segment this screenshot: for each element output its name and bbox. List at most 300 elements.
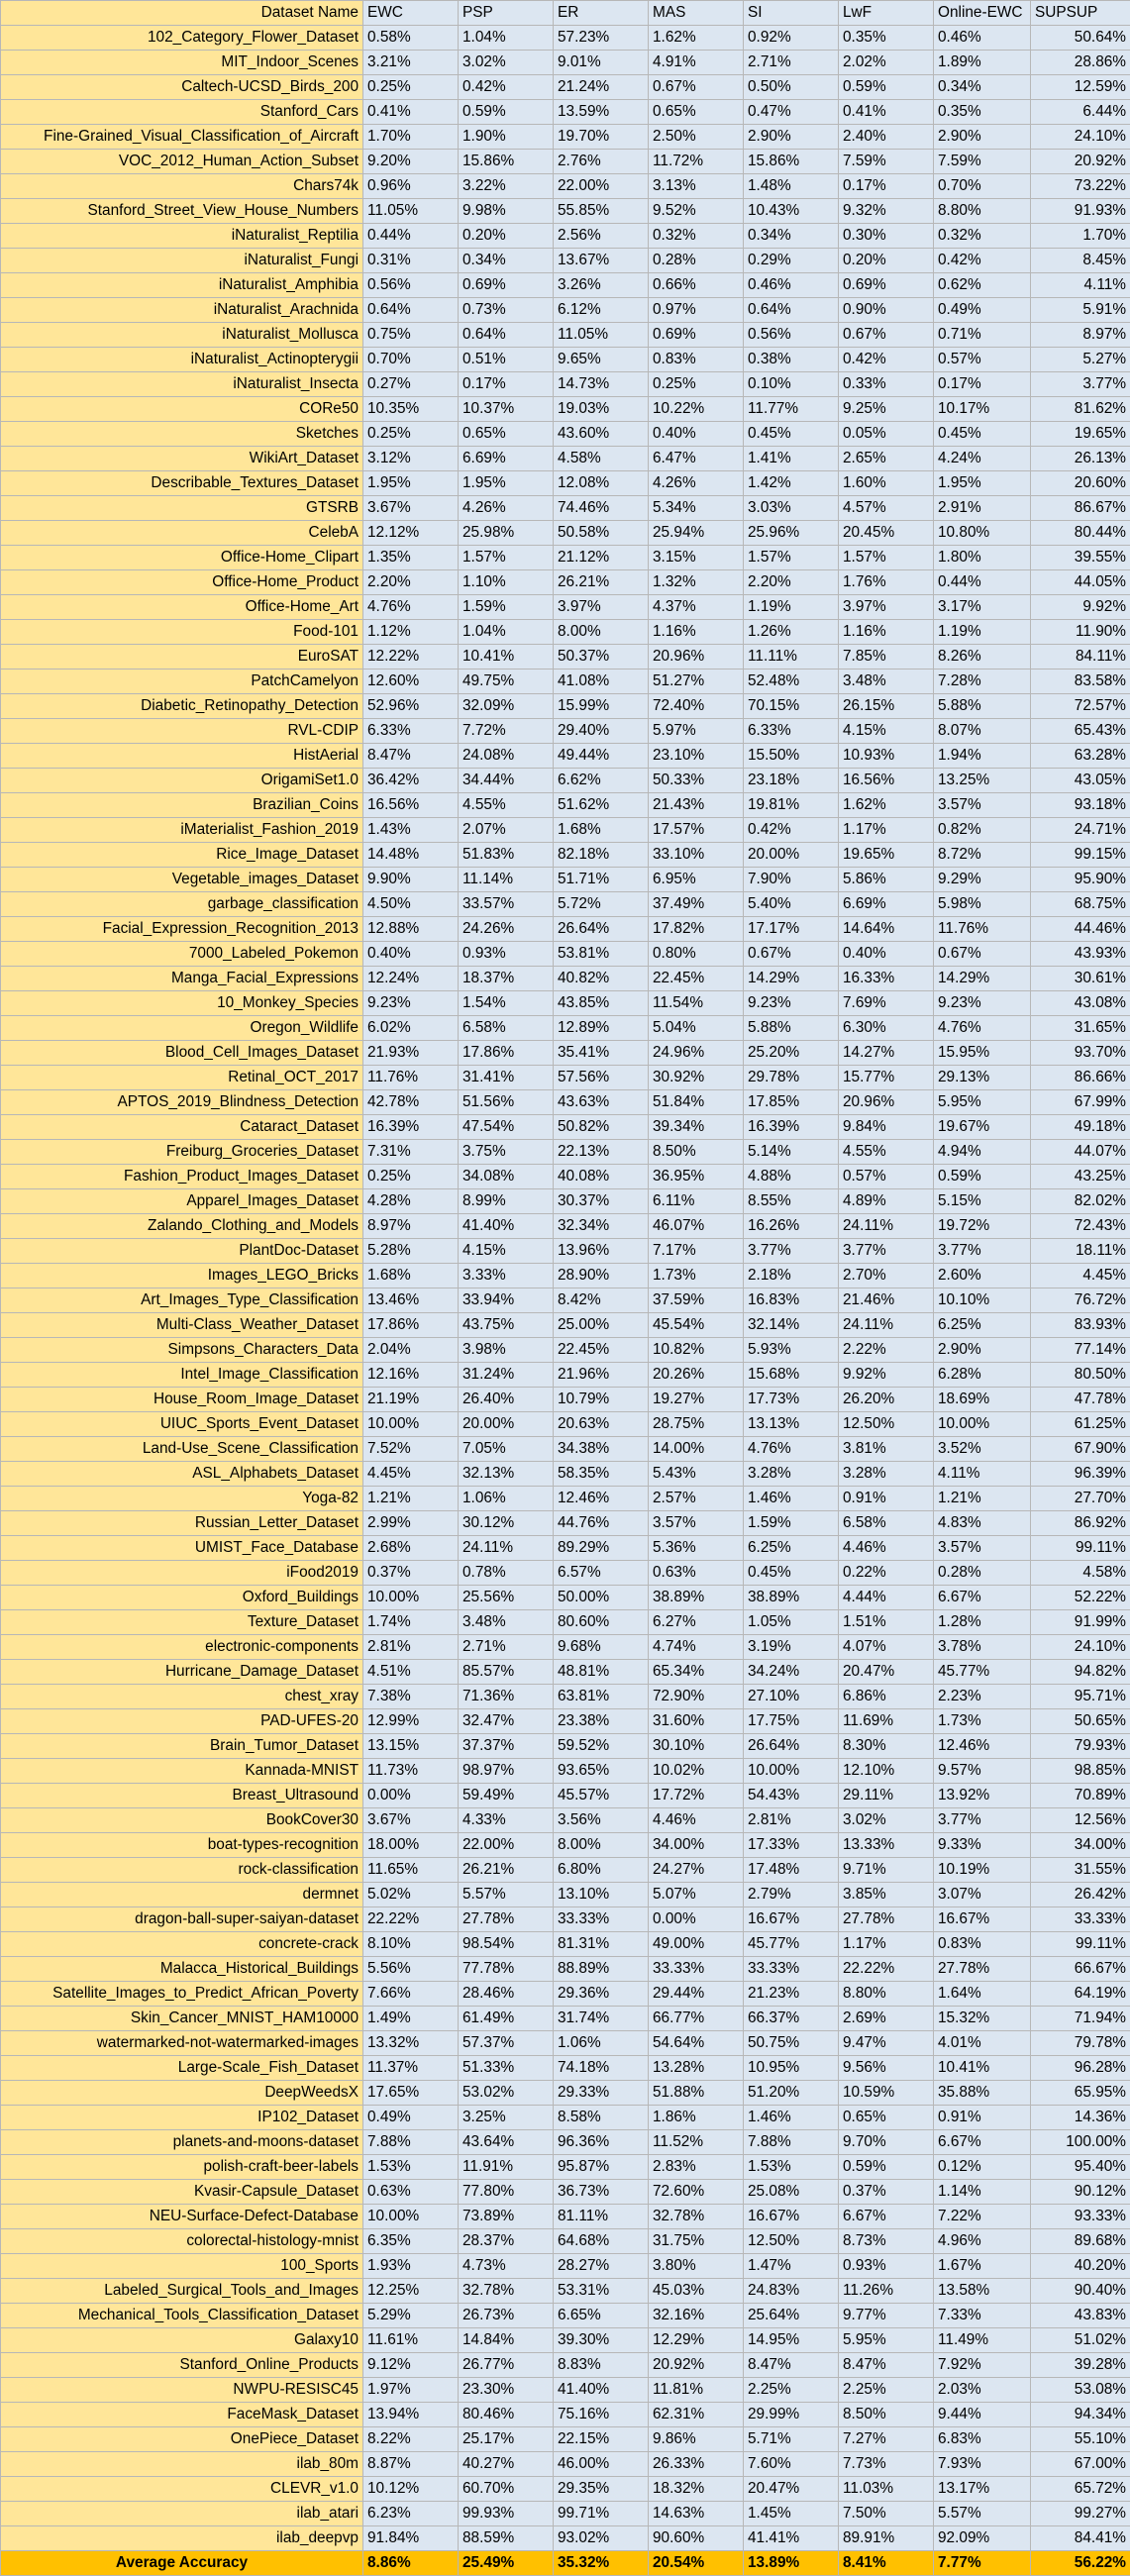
- cell-supsup: 26.13%: [1031, 447, 1130, 471]
- cell-online-ewc: 0.28%: [934, 1561, 1031, 1586]
- cell-er: 3.97%: [554, 595, 649, 620]
- table-row: [1, 298, 1130, 323]
- table-row: [1, 521, 1130, 546]
- cell-lwf: 24.11%: [839, 1214, 934, 1239]
- cell-er: 13.96%: [554, 1239, 649, 1264]
- cell-lwf: 2.22%: [839, 1338, 934, 1363]
- cell-mas: 20.26%: [649, 1363, 744, 1388]
- average-label: Average Accuracy: [1, 2551, 363, 2576]
- cell-psp: 41.40%: [459, 1214, 554, 1239]
- cell-mas: 32.16%: [649, 2304, 744, 2328]
- cell-dataset-name: PlantDoc-Dataset: [1, 1239, 363, 1264]
- cell-lwf: 9.56%: [839, 2056, 934, 2081]
- cell-supsup: 1.70%: [1031, 224, 1130, 249]
- table-row: [1, 75, 1130, 100]
- cell-online-ewc: 0.71%: [934, 323, 1031, 348]
- cell-psp: 3.02%: [459, 51, 554, 75]
- cell-ewc: 2.81%: [363, 1635, 459, 1660]
- cell-supsup: 96.39%: [1031, 1462, 1130, 1487]
- table-row: [1, 1363, 1130, 1388]
- cell-dataset-name: UIUC_Sports_Event_Dataset: [1, 1412, 363, 1437]
- average-psp: 25.49%: [459, 2551, 554, 2576]
- cell-lwf: 7.59%: [839, 150, 934, 174]
- cell-dataset-name: Intel_Image_Classification: [1, 1363, 363, 1388]
- table-row: [1, 1784, 1130, 1808]
- table-row: [1, 2106, 1130, 2130]
- cell-psp: 4.73%: [459, 2254, 554, 2279]
- cell-er: 12.89%: [554, 1016, 649, 1041]
- cell-si: 12.50%: [744, 2229, 839, 2254]
- cell-dataset-name: Oxford_Buildings: [1, 1586, 363, 1610]
- cell-online-ewc: 2.90%: [934, 125, 1031, 150]
- cell-online-ewc: 4.76%: [934, 1016, 1031, 1041]
- cell-si: 2.79%: [744, 1883, 839, 1907]
- cell-online-ewc: 2.91%: [934, 496, 1031, 521]
- cell-mas: 9.52%: [649, 199, 744, 224]
- cell-lwf: 24.11%: [839, 1313, 934, 1338]
- table-row: [1, 2279, 1130, 2304]
- table-row: [1, 1412, 1130, 1437]
- cell-psp: 0.17%: [459, 372, 554, 397]
- cell-supsup: 65.95%: [1031, 2081, 1130, 2106]
- cell-er: 43.63%: [554, 1090, 649, 1115]
- cell-mas: 90.60%: [649, 2526, 744, 2551]
- cell-supsup: 86.92%: [1031, 1511, 1130, 1536]
- cell-mas: 11.72%: [649, 150, 744, 174]
- cell-psp: 0.78%: [459, 1561, 554, 1586]
- cell-psp: 53.02%: [459, 2081, 554, 2106]
- cell-ewc: 12.16%: [363, 1363, 459, 1388]
- cell-dataset-name: Food-101: [1, 620, 363, 645]
- cell-dataset-name: NEU-Surface-Defect-Database: [1, 2205, 363, 2229]
- table-row: [1, 1734, 1130, 1759]
- cell-psp: 1.90%: [459, 125, 554, 150]
- cell-si: 7.90%: [744, 868, 839, 892]
- cell-er: 50.82%: [554, 1115, 649, 1140]
- cell-si: 0.64%: [744, 298, 839, 323]
- cell-online-ewc: 9.44%: [934, 2403, 1031, 2427]
- cell-supsup: 24.10%: [1031, 125, 1130, 150]
- table-row: [1, 422, 1130, 447]
- cell-si: 16.67%: [744, 2205, 839, 2229]
- cell-si: 14.95%: [744, 2328, 839, 2353]
- cell-psp: 3.22%: [459, 174, 554, 199]
- cell-dataset-name: iNaturalist_Actinopterygii: [1, 348, 363, 372]
- cell-mas: 2.57%: [649, 1487, 744, 1511]
- cell-psp: 0.65%: [459, 422, 554, 447]
- cell-supsup: 96.28%: [1031, 2056, 1130, 2081]
- cell-ewc: 10.00%: [363, 1412, 459, 1437]
- cell-mas: 1.86%: [649, 2106, 744, 2130]
- cell-si: 15.86%: [744, 150, 839, 174]
- cell-lwf: 11.03%: [839, 2477, 934, 2502]
- cell-online-ewc: 0.70%: [934, 174, 1031, 199]
- table-row: [1, 1660, 1130, 1685]
- cell-psp: 1.10%: [459, 570, 554, 595]
- cell-psp: 24.08%: [459, 744, 554, 769]
- cell-dataset-name: Chars74k: [1, 174, 363, 199]
- cell-ewc: 6.33%: [363, 719, 459, 744]
- cell-lwf: 11.26%: [839, 2279, 934, 2304]
- cell-lwf: 6.58%: [839, 1511, 934, 1536]
- cell-lwf: 0.69%: [839, 273, 934, 298]
- cell-mas: 31.60%: [649, 1709, 744, 1734]
- cell-online-ewc: 15.32%: [934, 2007, 1031, 2031]
- cell-lwf: 8.50%: [839, 2403, 934, 2427]
- cell-supsup: 50.64%: [1031, 26, 1130, 51]
- cell-ewc: 11.76%: [363, 1066, 459, 1090]
- cell-si: 1.45%: [744, 2502, 839, 2526]
- table-row: [1, 1536, 1130, 1561]
- cell-lwf: 13.33%: [839, 1833, 934, 1858]
- cell-supsup: 47.78%: [1031, 1388, 1130, 1412]
- cell-si: 3.77%: [744, 1239, 839, 1264]
- cell-er: 29.40%: [554, 719, 649, 744]
- table-row: [1, 868, 1130, 892]
- cell-si: 34.24%: [744, 1660, 839, 1685]
- cell-mas: 2.83%: [649, 2155, 744, 2180]
- cell-er: 8.42%: [554, 1288, 649, 1313]
- cell-lwf: 0.59%: [839, 2155, 934, 2180]
- cell-si: 23.18%: [744, 769, 839, 793]
- cell-mas: 2.50%: [649, 125, 744, 150]
- cell-dataset-name: 100_Sports: [1, 2254, 363, 2279]
- cell-ewc: 1.43%: [363, 818, 459, 843]
- cell-er: 9.01%: [554, 51, 649, 75]
- cell-si: 0.29%: [744, 249, 839, 273]
- cell-mas: 5.07%: [649, 1883, 744, 1907]
- cell-er: 80.60%: [554, 1610, 649, 1635]
- table-row: [1, 620, 1130, 645]
- cell-lwf: 2.25%: [839, 2378, 934, 2403]
- cell-ewc: 0.40%: [363, 942, 459, 967]
- cell-ewc: 6.23%: [363, 2502, 459, 2526]
- cell-lwf: 2.02%: [839, 51, 934, 75]
- cell-online-ewc: 3.78%: [934, 1635, 1031, 1660]
- cell-supsup: 44.46%: [1031, 917, 1130, 942]
- cell-psp: 24.26%: [459, 917, 554, 942]
- cell-online-ewc: 6.28%: [934, 1363, 1031, 1388]
- cell-dataset-name: iFood2019: [1, 1561, 363, 1586]
- cell-mas: 10.22%: [649, 397, 744, 422]
- cell-psp: 4.15%: [459, 1239, 554, 1264]
- table-row: [1, 595, 1130, 620]
- cell-lwf: 0.65%: [839, 2106, 934, 2130]
- cell-er: 44.76%: [554, 1511, 649, 1536]
- cell-lwf: 0.91%: [839, 1487, 934, 1511]
- cell-ewc: 1.93%: [363, 2254, 459, 2279]
- cell-mas: 1.73%: [649, 1264, 744, 1288]
- cell-online-ewc: 4.83%: [934, 1511, 1031, 1536]
- cell-supsup: 95.40%: [1031, 2155, 1130, 2180]
- cell-supsup: 70.89%: [1031, 1784, 1130, 1808]
- cell-ewc: 10.12%: [363, 2477, 459, 2502]
- cell-ewc: 1.70%: [363, 125, 459, 150]
- cell-si: 2.20%: [744, 570, 839, 595]
- cell-dataset-name: iNaturalist_Insecta: [1, 372, 363, 397]
- cell-ewc: 0.44%: [363, 224, 459, 249]
- table-row: [1, 2526, 1130, 2551]
- cell-si: 10.00%: [744, 1759, 839, 1784]
- table-row: [1, 249, 1130, 273]
- cell-psp: 60.70%: [459, 2477, 554, 2502]
- cell-lwf: 11.69%: [839, 1709, 934, 1734]
- cell-supsup: 100.00%: [1031, 2130, 1130, 2155]
- cell-dataset-name: Land-Use_Scene_Classification: [1, 1437, 363, 1462]
- cell-online-ewc: 13.92%: [934, 1784, 1031, 1808]
- table-row: [1, 2328, 1130, 2353]
- cell-online-ewc: 0.59%: [934, 1165, 1031, 1189]
- cell-lwf: 8.47%: [839, 2353, 934, 2378]
- cell-ewc: 8.10%: [363, 1932, 459, 1957]
- cell-online-ewc: 0.49%: [934, 298, 1031, 323]
- cell-supsup: 43.05%: [1031, 769, 1130, 793]
- cell-mas: 6.95%: [649, 868, 744, 892]
- cell-psp: 6.58%: [459, 1016, 554, 1041]
- cell-supsup: 24.10%: [1031, 1635, 1130, 1660]
- cell-psp: 49.75%: [459, 670, 554, 694]
- cell-dataset-name: EuroSAT: [1, 645, 363, 670]
- cell-mas: 38.89%: [649, 1586, 744, 1610]
- cell-dataset-name: Blood_Cell_Images_Dataset: [1, 1041, 363, 1066]
- cell-psp: 98.97%: [459, 1759, 554, 1784]
- cell-dataset-name: Images_LEGO_Bricks: [1, 1264, 363, 1288]
- cell-er: 41.40%: [554, 2378, 649, 2403]
- cell-dataset-name: WikiArt_Dataset: [1, 447, 363, 471]
- table-row: [1, 1709, 1130, 1734]
- cell-psp: 61.49%: [459, 2007, 554, 2031]
- cell-lwf: 1.62%: [839, 793, 934, 818]
- cell-online-ewc: 19.72%: [934, 1214, 1031, 1239]
- cell-si: 5.93%: [744, 1338, 839, 1363]
- cell-mas: 66.77%: [649, 2007, 744, 2031]
- cell-supsup: 91.99%: [1031, 1610, 1130, 1635]
- cell-supsup: 31.55%: [1031, 1858, 1130, 1883]
- cell-online-ewc: 3.17%: [934, 595, 1031, 620]
- cell-dataset-name: ilab_deepvp: [1, 2526, 363, 2551]
- cell-supsup: 94.82%: [1031, 1660, 1130, 1685]
- cell-supsup: 99.27%: [1031, 2502, 1130, 2526]
- cell-psp: 0.64%: [459, 323, 554, 348]
- cell-supsup: 81.62%: [1031, 397, 1130, 422]
- cell-dataset-name: APTOS_2019_Blindness_Detection: [1, 1090, 363, 1115]
- cell-ewc: 11.37%: [363, 2056, 459, 2081]
- cell-psp: 40.27%: [459, 2452, 554, 2477]
- cell-lwf: 29.11%: [839, 1784, 934, 1808]
- cell-er: 28.27%: [554, 2254, 649, 2279]
- cell-online-ewc: 9.57%: [934, 1759, 1031, 1784]
- cell-ewc: 4.51%: [363, 1660, 459, 1685]
- cell-ewc: 1.35%: [363, 546, 459, 570]
- cell-online-ewc: 1.64%: [934, 1982, 1031, 2007]
- cell-online-ewc: 45.77%: [934, 1660, 1031, 1685]
- header-si: SI: [744, 1, 839, 26]
- cell-supsup: 4.58%: [1031, 1561, 1130, 1586]
- cell-si: 25.96%: [744, 521, 839, 546]
- cell-er: 57.23%: [554, 26, 649, 51]
- cell-supsup: 6.44%: [1031, 100, 1130, 125]
- cell-si: 45.77%: [744, 1932, 839, 1957]
- cell-psp: 43.64%: [459, 2130, 554, 2155]
- average-supsup: 56.22%: [1031, 2551, 1130, 2576]
- cell-psp: 3.75%: [459, 1140, 554, 1165]
- cell-supsup: 43.93%: [1031, 942, 1130, 967]
- cell-er: 8.00%: [554, 1833, 649, 1858]
- cell-mas: 72.60%: [649, 2180, 744, 2205]
- cell-er: 99.71%: [554, 2502, 649, 2526]
- cell-lwf: 4.46%: [839, 1536, 934, 1561]
- cell-mas: 36.95%: [649, 1165, 744, 1189]
- cell-ewc: 3.21%: [363, 51, 459, 75]
- cell-online-ewc: 10.17%: [934, 397, 1031, 422]
- cell-ewc: 17.86%: [363, 1313, 459, 1338]
- table-row: [1, 793, 1130, 818]
- table-row: [1, 645, 1130, 670]
- cell-psp: 10.41%: [459, 645, 554, 670]
- cell-psp: 11.14%: [459, 868, 554, 892]
- table-body: [1, 26, 1130, 2551]
- cell-psp: 11.91%: [459, 2155, 554, 2180]
- cell-mas: 19.27%: [649, 1388, 744, 1412]
- table-row: [1, 2130, 1130, 2155]
- cell-lwf: 6.30%: [839, 1016, 934, 1041]
- cell-ewc: 8.87%: [363, 2452, 459, 2477]
- cell-si: 25.08%: [744, 2180, 839, 2205]
- cell-psp: 7.72%: [459, 719, 554, 744]
- cell-er: 4.58%: [554, 447, 649, 471]
- cell-ewc: 0.25%: [363, 1165, 459, 1189]
- cell-ewc: 4.45%: [363, 1462, 459, 1487]
- cell-online-ewc: 18.69%: [934, 1388, 1031, 1412]
- cell-mas: 54.64%: [649, 2031, 744, 2056]
- cell-ewc: 13.32%: [363, 2031, 459, 2056]
- average-mas: 20.54%: [649, 2551, 744, 2576]
- cell-dataset-name: ASL_Alphabets_Dataset: [1, 1462, 363, 1487]
- cell-psp: 34.44%: [459, 769, 554, 793]
- cell-ewc: 11.73%: [363, 1759, 459, 1784]
- cell-mas: 12.29%: [649, 2328, 744, 2353]
- cell-mas: 4.26%: [649, 471, 744, 496]
- cell-lwf: 9.71%: [839, 1858, 934, 1883]
- cell-si: 11.11%: [744, 645, 839, 670]
- cell-si: 0.38%: [744, 348, 839, 372]
- cell-mas: 24.96%: [649, 1041, 744, 1066]
- cell-online-ewc: 0.34%: [934, 75, 1031, 100]
- cell-online-ewc: 3.52%: [934, 1437, 1031, 1462]
- cell-supsup: 67.90%: [1031, 1437, 1130, 1462]
- cell-dataset-name: House_Room_Image_Dataset: [1, 1388, 363, 1412]
- cell-online-ewc: 12.46%: [934, 1734, 1031, 1759]
- cell-mas: 0.83%: [649, 348, 744, 372]
- cell-si: 4.76%: [744, 1437, 839, 1462]
- cell-er: 26.21%: [554, 570, 649, 595]
- cell-lwf: 20.96%: [839, 1090, 934, 1115]
- cell-ewc: 11.61%: [363, 2328, 459, 2353]
- cell-mas: 26.33%: [649, 2452, 744, 2477]
- cell-psp: 14.84%: [459, 2328, 554, 2353]
- cell-er: 22.15%: [554, 2427, 649, 2452]
- cell-ewc: 0.25%: [363, 422, 459, 447]
- cell-psp: 7.05%: [459, 1437, 554, 1462]
- cell-psp: 10.37%: [459, 397, 554, 422]
- table-row: [1, 1511, 1130, 1536]
- table-row: [1, 670, 1130, 694]
- cell-lwf: 3.85%: [839, 1883, 934, 1907]
- table-row: [1, 2304, 1130, 2328]
- cell-supsup: 83.58%: [1031, 670, 1130, 694]
- cell-ewc: 9.23%: [363, 991, 459, 1016]
- cell-ewc: 5.02%: [363, 1883, 459, 1907]
- cell-psp: 98.54%: [459, 1932, 554, 1957]
- cell-mas: 22.45%: [649, 967, 744, 991]
- cell-supsup: 19.65%: [1031, 422, 1130, 447]
- cell-dataset-name: Malacca_Historical_Buildings: [1, 1957, 363, 1982]
- cell-online-ewc: 2.60%: [934, 1264, 1031, 1288]
- cell-mas: 37.49%: [649, 892, 744, 917]
- cell-si: 7.88%: [744, 2130, 839, 2155]
- cell-dataset-name: ilab_80m: [1, 2452, 363, 2477]
- cell-mas: 11.54%: [649, 991, 744, 1016]
- cell-ewc: 0.75%: [363, 323, 459, 348]
- cell-psp: 51.56%: [459, 1090, 554, 1115]
- cell-er: 6.12%: [554, 298, 649, 323]
- cell-dataset-name: VOC_2012_Human_Action_Subset: [1, 150, 363, 174]
- cell-dataset-name: RVL-CDIP: [1, 719, 363, 744]
- cell-mas: 51.88%: [649, 2081, 744, 2106]
- average-er: 35.32%: [554, 2551, 649, 2576]
- cell-psp: 5.57%: [459, 1883, 554, 1907]
- cell-mas: 4.46%: [649, 1808, 744, 1833]
- cell-er: 51.62%: [554, 793, 649, 818]
- table-row: [1, 1957, 1130, 1982]
- cell-mas: 14.00%: [649, 1437, 744, 1462]
- cell-er: 19.03%: [554, 397, 649, 422]
- cell-ewc: 12.12%: [363, 521, 459, 546]
- cell-supsup: 93.33%: [1031, 2205, 1130, 2229]
- cell-er: 13.67%: [554, 249, 649, 273]
- cell-si: 29.78%: [744, 1066, 839, 1090]
- cell-er: 22.00%: [554, 174, 649, 199]
- cell-si: 0.34%: [744, 224, 839, 249]
- cell-supsup: 27.70%: [1031, 1487, 1130, 1511]
- cell-psp: 1.54%: [459, 991, 554, 1016]
- cell-online-ewc: 10.19%: [934, 1858, 1031, 1883]
- cell-supsup: 86.66%: [1031, 1066, 1130, 1090]
- table-row: [1, 397, 1130, 422]
- cell-mas: 1.32%: [649, 570, 744, 595]
- cell-si: 15.50%: [744, 744, 839, 769]
- cell-lwf: 16.33%: [839, 967, 934, 991]
- table-row: [1, 2403, 1130, 2427]
- cell-si: 5.88%: [744, 1016, 839, 1041]
- cell-dataset-name: Describable_Textures_Dataset: [1, 471, 363, 496]
- cell-mas: 5.04%: [649, 1016, 744, 1041]
- cell-supsup: 84.41%: [1031, 2526, 1130, 2551]
- cell-dataset-name: Diabetic_Retinopathy_Detection: [1, 694, 363, 719]
- cell-online-ewc: 19.67%: [934, 1115, 1031, 1140]
- cell-supsup: 49.18%: [1031, 1115, 1130, 1140]
- cell-supsup: 90.40%: [1031, 2279, 1130, 2304]
- cell-supsup: 44.05%: [1031, 570, 1130, 595]
- cell-dataset-name: OnePiece_Dataset: [1, 2427, 363, 2452]
- cell-online-ewc: 10.00%: [934, 1412, 1031, 1437]
- average-online-ewc: 7.77%: [934, 2551, 1031, 2576]
- cell-psp: 1.57%: [459, 546, 554, 570]
- cell-er: 6.65%: [554, 2304, 649, 2328]
- cell-supsup: 63.28%: [1031, 744, 1130, 769]
- cell-si: 13.13%: [744, 1412, 839, 1437]
- cell-online-ewc: 3.07%: [934, 1883, 1031, 1907]
